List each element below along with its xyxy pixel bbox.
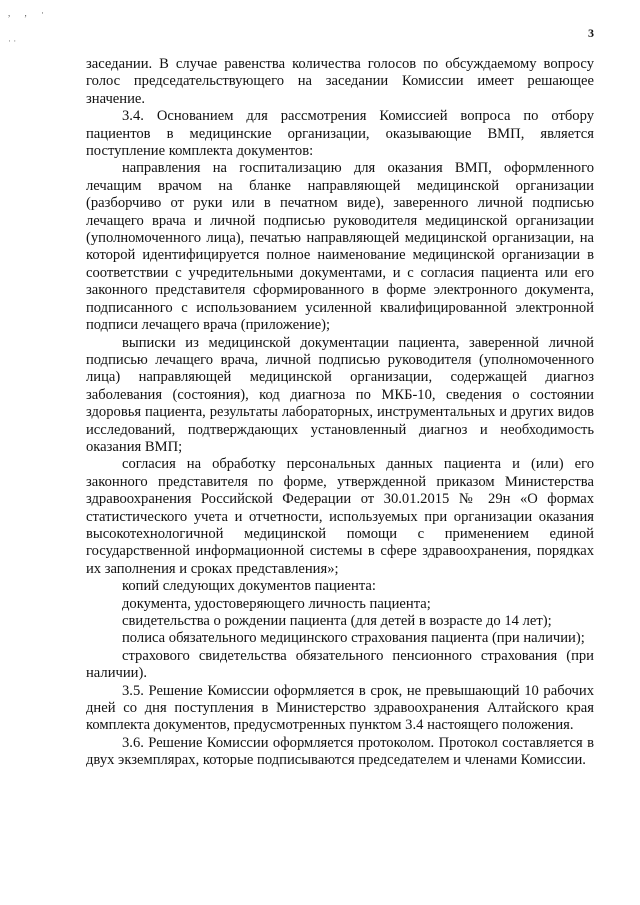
scan-corner-marks-secondary: · ·	[8, 36, 17, 46]
document-body	[86, 56, 594, 770]
paragraph-referral: направления на госпитализацию для оказания ВМП, оформленного лечащим врачом на бланке направляющей медицинской организации (разборчиво от руки или в печатном виде), заверенного личной подписью лечащего врача и личной подписью руководителя медицинской организации (уполномоченного лица), печатью направляющей медицинской организации, на которой идентифицируется полное наименование медицинской организации в соответствии с учредительными документами, и с согласия пациента или его законного представителя сформированного в форме электронного документа, подписанного с использованием усиленной квалифицированной электронной подписи лечащего врача (приложение);	[86, 160, 594, 334]
list-item-pension-certificate: страхового свидетельства обязательного пенсионного страхования (при наличии).	[86, 647, 594, 682]
scan-corner-marks: , , ·	[8, 8, 50, 18]
paragraph-copies: копий следующих документов пациента:	[122, 578, 376, 595]
list-item-birth-certificate: свидетельства о рождении пациента (для детей в возрасте до 14 лет);	[122, 613, 552, 629]
paragraph-medical-extract: выписки из медицинской документации пациента, заверенной личной подписью лечащего врача, личной подписью руководителя (уполномоченного лица) направляющей медицинской организации, содержащей диагноз заболевания (состояния), код диагноза по МКБ-10, сведения о состоянии здоровья пациента, результаты лабораторных, инструментальных и других видов исследований, подтверждающих установленный диагноз и необходимость оказания ВМП;	[86, 334, 594, 455]
list-item-identity-document: документа, удостоверяющего личность пациента;	[122, 595, 431, 612]
paragraph-3-4: 3.4. Основанием для рассмотрения Комиссией вопроса по отбору пациентов в медицинские организации, оказывающие ВМП, является поступление комплекта документов:	[86, 108, 594, 160]
page-number: 3	[588, 26, 594, 40]
paragraph-continuation: заседании. В случае равенства количества голосов по обсуждаемому вопросу голос председательствующего на заседании Комиссии имеет решающее значение.	[86, 56, 594, 107]
list-item-insurance-policy: полиса обязательного медицинского страхования пациента (при наличии);	[122, 630, 585, 647]
paragraph-3-6: 3.6. Решение Комиссии оформляется протоколом. Протокол составляется в двух экземплярах, которые подписываются председателем и членами Комиссии.	[86, 734, 594, 769]
paragraph-3-5: 3.5. Решение Комиссии оформляется в срок, не превышающий 10 рабочих дней со дня поступления в Министерство здравоохранения Алтайского края комплекта документов, предусмотренных пунктом 3.4 настоящего положения.	[86, 682, 594, 734]
paragraph-consent: согласия на обработку персональных данных пациента и (или) его законного представителя по форме, утвержденной приказом Министерства здравоохранения Российской Федерации от 30.01.2015 № 29н «О формах статистического учета и отчетности, используемых при организации оказания высокотехнологичной медицинской помощи с применением единой государственной информационной системы в сфере здравоохранения, порядках их заполнения и сроках представления»;	[86, 456, 594, 577]
